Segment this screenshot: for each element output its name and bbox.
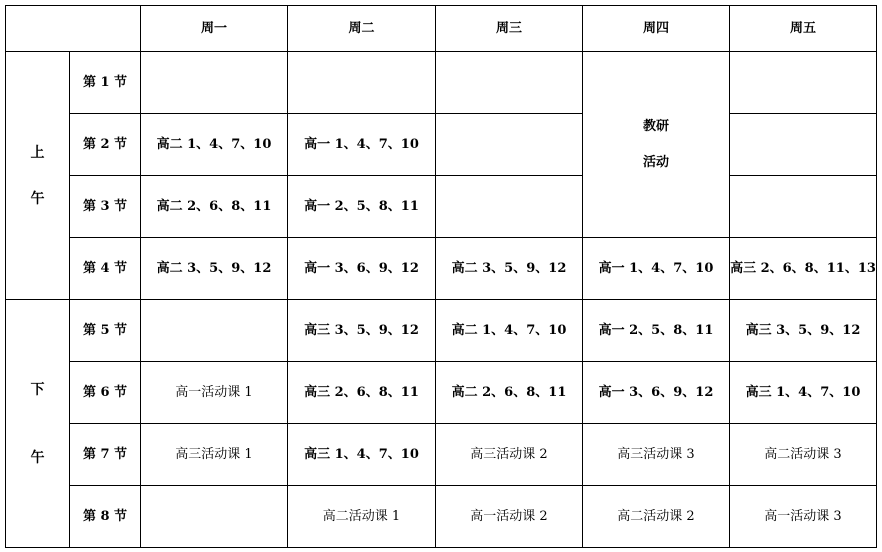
cell-p2-fri — [730, 114, 877, 176]
cell-p5-mon — [141, 300, 288, 362]
cell-p1-tue — [288, 52, 436, 114]
morning-label-char-1: 上 — [30, 144, 45, 161]
cell-p7-thu: 高三活动课 3 — [583, 424, 730, 486]
cell-p8-mon — [141, 486, 288, 548]
cell-p6-tue: 高三 2、6、8、11 — [288, 362, 436, 424]
period-label-4: 第 4 节 — [70, 238, 141, 300]
day-header-thursday: 周四 — [583, 6, 730, 52]
period-label-7: 第 7 节 — [70, 424, 141, 486]
period-row-1 — [6, 52, 877, 114]
period-row-4 — [6, 238, 877, 300]
morning-label-char-2: 午 — [30, 190, 45, 207]
day-header-friday: 周五 — [730, 6, 877, 52]
corner-cell — [6, 6, 141, 52]
cell-p8-wed: 高一活动课 2 — [436, 486, 583, 548]
teaching-research-line-2: 活动 — [642, 154, 669, 170]
cell-p6-thu: 高一 3、6、9、12 — [583, 362, 730, 424]
cell-p7-wed: 高三活动课 2 — [436, 424, 583, 486]
cell-p6-mon: 高一活动课 1 — [141, 362, 288, 424]
day-header-tuesday: 周二 — [288, 6, 436, 52]
period-row-3 — [6, 176, 877, 238]
teaching-research-line-1: 教研 — [642, 118, 669, 134]
cell-p7-tue: 高三 1、4、7、10 — [288, 424, 436, 486]
period-label-2: 第 2 节 — [70, 114, 141, 176]
cell-p3-tue: 高一 2、5、8、11 — [288, 176, 436, 238]
cell-p2-tue: 高一 1、4、7、10 — [288, 114, 436, 176]
period-row-7 — [6, 424, 877, 486]
cell-p8-tue: 高二活动课 1 — [288, 486, 436, 548]
cell-p4-wed: 高二 3、5、9、12 — [436, 238, 583, 300]
cell-p3-fri — [730, 176, 877, 238]
cell-p5-tue: 高三 3、5、9、12 — [288, 300, 436, 362]
cell-p7-mon: 高三活动课 1 — [141, 424, 288, 486]
period-row-8 — [6, 486, 877, 548]
cell-p2-wed — [436, 114, 583, 176]
period-row-6 — [6, 362, 877, 424]
afternoon-label-char-1: 下 — [30, 381, 45, 398]
cell-p4-mon: 高二 3、5、9、12 — [141, 238, 288, 300]
cell-p4-fri: 高三 2、6、8、11、13 — [730, 238, 877, 300]
cell-p4-thu: 高一 1、4、7、10 — [583, 238, 730, 300]
cell-p1-mon — [141, 52, 288, 114]
cell-p3-wed — [436, 176, 583, 238]
afternoon-label-char-2: 午 — [30, 449, 45, 466]
cell-p2-mon: 高二 1、4、7、10 — [141, 114, 288, 176]
afternoon-label — [6, 300, 70, 548]
cell-p5-thu: 高一 2、5、8、11 — [583, 300, 730, 362]
period-row-5 — [6, 300, 877, 362]
period-label-3: 第 3 节 — [70, 176, 141, 238]
day-header-wednesday: 周三 — [436, 6, 583, 52]
cell-p1-fri — [730, 52, 877, 114]
morning-label — [6, 52, 70, 300]
period-label-5: 第 5 节 — [70, 300, 141, 362]
period-label-8: 第 8 节 — [70, 486, 141, 548]
cell-p4-tue: 高一 3、6、9、12 — [288, 238, 436, 300]
cell-p1-wed — [436, 52, 583, 114]
period-row-2 — [6, 114, 877, 176]
period-label-1: 第 1 节 — [70, 52, 141, 114]
weekly-schedule-table — [5, 5, 877, 548]
cell-p8-thu: 高二活动课 2 — [583, 486, 730, 548]
cell-p8-fri: 高一活动课 3 — [730, 486, 877, 548]
cell-p3-mon: 高二 2、6、8、11 — [141, 176, 288, 238]
cell-p5-fri: 高三 3、5、9、12 — [730, 300, 877, 362]
period-label-6: 第 6 节 — [70, 362, 141, 424]
cell-p5-wed: 高二 1、4、7、10 — [436, 300, 583, 362]
cell-p6-fri: 高三 1、4、7、10 — [730, 362, 877, 424]
cell-p7-fri: 高二活动课 3 — [730, 424, 877, 486]
cell-p6-wed: 高二 2、6、8、11 — [436, 362, 583, 424]
header-row — [6, 6, 877, 52]
cell-thu-teaching-research — [583, 52, 730, 238]
day-header-monday: 周一 — [141, 6, 288, 52]
